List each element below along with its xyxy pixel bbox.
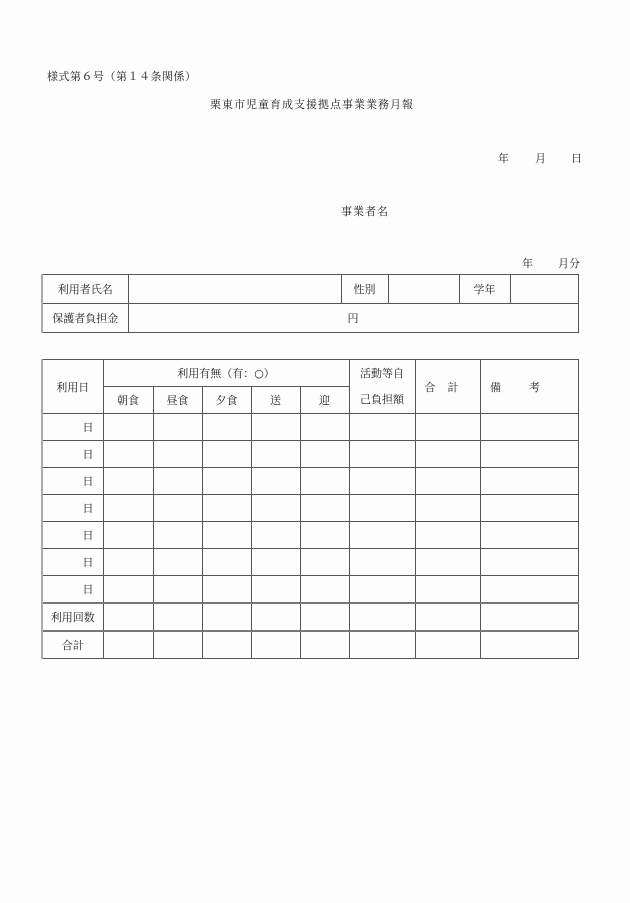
activity-fee-header-line1: 活動等自 bbox=[360, 366, 405, 380]
lunch-cell[interactable] bbox=[153, 495, 202, 522]
remarks-cell[interactable] bbox=[480, 576, 578, 604]
guardian-fee-field[interactable] bbox=[128, 304, 578, 333]
breakfast-header: 朝食 bbox=[103, 387, 153, 414]
dinner-cell[interactable] bbox=[202, 522, 251, 549]
grand-total-cell[interactable] bbox=[415, 631, 480, 659]
remarks-cell[interactable] bbox=[480, 495, 578, 522]
pickup-cell[interactable] bbox=[300, 576, 349, 604]
activity-fee-cell[interactable] bbox=[349, 441, 415, 468]
total-row bbox=[42, 631, 578, 659]
activity-fee-header-line2: 己負担額 bbox=[360, 392, 405, 406]
guardian-fee-label: 保護者負担金 bbox=[42, 304, 128, 333]
activity-fee-cell[interactable] bbox=[349, 495, 415, 522]
table-row bbox=[42, 441, 578, 468]
lunch-cell[interactable] bbox=[153, 522, 202, 549]
activity-fee-count-cell[interactable] bbox=[349, 603, 415, 631]
remarks-cell[interactable] bbox=[480, 549, 578, 576]
day-cell[interactable]: 日 bbox=[42, 549, 103, 576]
period-month-label: 月分 bbox=[558, 257, 580, 270]
breakfast-cell[interactable] bbox=[103, 522, 153, 549]
dinner-total-cell[interactable] bbox=[202, 631, 251, 659]
date-day-label: 日 bbox=[571, 152, 582, 165]
breakfast-cell[interactable] bbox=[103, 441, 153, 468]
lunch-cell[interactable] bbox=[153, 549, 202, 576]
breakfast-total-cell[interactable] bbox=[103, 631, 153, 659]
user-name-field[interactable] bbox=[128, 275, 341, 304]
dropoff-total-cell[interactable] bbox=[251, 631, 300, 659]
dinner-count-cell[interactable] bbox=[202, 603, 251, 631]
pickup-cell[interactable] bbox=[300, 549, 349, 576]
usage-count-row bbox=[42, 603, 578, 631]
remarks-cell[interactable] bbox=[480, 441, 578, 468]
dropoff-cell[interactable] bbox=[251, 549, 300, 576]
dropoff-cell[interactable] bbox=[251, 414, 300, 441]
date-year-label: 年 bbox=[498, 152, 509, 165]
lunch-total-cell[interactable] bbox=[153, 631, 202, 659]
dropoff-cell[interactable] bbox=[251, 495, 300, 522]
dinner-cell[interactable] bbox=[202, 414, 251, 441]
pickup-cell[interactable] bbox=[300, 441, 349, 468]
day-cell[interactable]: 日 bbox=[42, 522, 103, 549]
remarks-count-cell[interactable] bbox=[480, 603, 578, 631]
breakfast-count-cell[interactable] bbox=[103, 603, 153, 631]
period-year-label: 年 bbox=[522, 257, 533, 270]
activity-fee-cell[interactable] bbox=[349, 414, 415, 441]
day-cell[interactable]: 日 bbox=[42, 495, 103, 522]
usage-table bbox=[41, 359, 579, 659]
lunch-cell[interactable] bbox=[153, 576, 202, 604]
lunch-cell[interactable] bbox=[153, 414, 202, 441]
form-number: 様式第６号（第１４条関係） bbox=[47, 70, 197, 83]
pickup-total-cell[interactable] bbox=[300, 631, 349, 659]
user-info-table bbox=[41, 274, 579, 333]
total-cell[interactable] bbox=[415, 576, 480, 604]
gender-field[interactable] bbox=[388, 275, 459, 304]
breakfast-cell[interactable] bbox=[103, 549, 153, 576]
dropoff-cell[interactable] bbox=[251, 468, 300, 495]
total-count-cell[interactable] bbox=[415, 603, 480, 631]
yen-unit: 円 bbox=[347, 312, 359, 325]
lunch-cell[interactable] bbox=[153, 441, 202, 468]
table-row bbox=[42, 495, 578, 522]
breakfast-cell[interactable] bbox=[103, 576, 153, 604]
use-date-header: 利用日 bbox=[42, 360, 103, 414]
pickup-cell[interactable] bbox=[300, 495, 349, 522]
remarks-cell[interactable] bbox=[480, 522, 578, 549]
dropoff-cell[interactable] bbox=[251, 441, 300, 468]
day-cell[interactable]: 日 bbox=[42, 576, 103, 604]
pickup-cell[interactable] bbox=[300, 414, 349, 441]
table-row bbox=[42, 468, 578, 495]
dropoff-cell[interactable] bbox=[251, 576, 300, 604]
remarks-header: 備考 bbox=[480, 360, 578, 414]
document-title: 栗東市児童育成支援拠点事業業務月報 bbox=[210, 98, 414, 111]
total-cell[interactable] bbox=[415, 468, 480, 495]
lunch-count-cell[interactable] bbox=[153, 603, 202, 631]
total-cell[interactable] bbox=[415, 414, 480, 441]
breakfast-cell[interactable] bbox=[103, 414, 153, 441]
breakfast-cell[interactable] bbox=[103, 495, 153, 522]
activity-fee-cell[interactable] bbox=[349, 468, 415, 495]
total-row-label: 合計 bbox=[42, 631, 103, 659]
day-cell[interactable]: 日 bbox=[42, 414, 103, 441]
dinner-cell[interactable] bbox=[202, 468, 251, 495]
lunch-cell[interactable] bbox=[153, 468, 202, 495]
activity-fee-header bbox=[349, 360, 415, 414]
breakfast-cell[interactable] bbox=[103, 468, 153, 495]
activity-fee-cell[interactable] bbox=[349, 522, 415, 549]
gender-label: 性別 bbox=[341, 275, 388, 304]
remarks-cell[interactable] bbox=[480, 468, 578, 495]
dinner-header: 夕食 bbox=[202, 387, 251, 414]
table-row bbox=[42, 414, 578, 441]
pickup-count-cell[interactable] bbox=[300, 603, 349, 631]
total-cell[interactable] bbox=[415, 441, 480, 468]
dropoff-count-cell[interactable] bbox=[251, 603, 300, 631]
day-cell[interactable]: 日 bbox=[42, 468, 103, 495]
total-header: 合計 bbox=[415, 360, 480, 414]
table-row bbox=[42, 576, 578, 604]
dropoff-header: 送 bbox=[251, 387, 300, 414]
table-row bbox=[42, 522, 578, 549]
total-cell[interactable] bbox=[415, 495, 480, 522]
dinner-cell[interactable] bbox=[202, 549, 251, 576]
activity-fee-cell[interactable] bbox=[349, 549, 415, 576]
pickup-cell[interactable] bbox=[300, 468, 349, 495]
user-name-label: 利用者氏名 bbox=[42, 275, 128, 304]
dinner-cell[interactable] bbox=[202, 576, 251, 604]
day-cell[interactable]: 日 bbox=[42, 441, 103, 468]
pickup-cell[interactable] bbox=[300, 522, 349, 549]
lunch-header: 昼食 bbox=[153, 387, 202, 414]
usage-presence-header: 利用有無（有：○） bbox=[103, 360, 349, 387]
table-row bbox=[42, 549, 578, 576]
grade-label: 学年 bbox=[459, 275, 510, 304]
remarks-total-cell[interactable] bbox=[480, 631, 578, 659]
business-name-label: 事業者名 bbox=[341, 205, 389, 218]
activity-fee-cell[interactable] bbox=[349, 576, 415, 604]
dinner-cell[interactable] bbox=[202, 495, 251, 522]
remarks-cell[interactable] bbox=[480, 414, 578, 441]
dropoff-cell[interactable] bbox=[251, 522, 300, 549]
grade-field[interactable] bbox=[510, 275, 578, 304]
date-month-label: 月 bbox=[535, 152, 546, 165]
total-cell[interactable] bbox=[415, 549, 480, 576]
activity-fee-total-cell[interactable] bbox=[349, 631, 415, 659]
dinner-cell[interactable] bbox=[202, 441, 251, 468]
usage-count-label: 利用回数 bbox=[42, 603, 103, 631]
total-cell[interactable] bbox=[415, 522, 480, 549]
pickup-header: 迎 bbox=[300, 387, 349, 414]
